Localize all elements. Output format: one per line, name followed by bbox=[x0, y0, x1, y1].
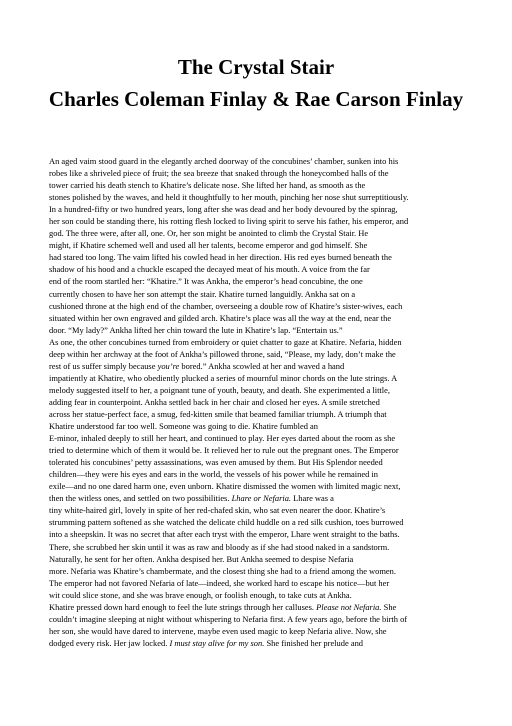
text-line: end of the room startled her: “Khatire.” It was Ankha, the emperor’s head concubine, the one bbox=[49, 276, 363, 287]
text-line: exile—and no one dared harm one, even unborn. Khatire dismissed the women with limited magic next, bbox=[49, 481, 401, 492]
text-line: As one, the other concubines turned from embroidery or quiet chatter to gaze at Khatire. Nefaria, hidden bbox=[49, 336, 402, 347]
text-line: shadow of his hood and a chuckle escaped the decayed meat of his mouth. A voice from the far bbox=[49, 264, 370, 275]
text-run: Khatire pressed down hard enough to feel the lute strings through her calluses. bbox=[49, 601, 317, 612]
text-line: door. “My lady?” Ankha lifted her chin toward the lute in Khatire’s lap. “Entertain us.” bbox=[49, 324, 343, 335]
text-run: bored.” Ankha scowled at her and waved a hand bbox=[179, 360, 345, 371]
italic-run: Lhare or Nefaria. bbox=[231, 493, 292, 504]
text-line: her son could be standing there, his rotting flesh locked to living spirit to serve his father, his emperor, and bbox=[49, 216, 409, 227]
text-line bbox=[49, 360, 479, 372]
text-run: rest of us suffer simply because bbox=[49, 360, 158, 371]
italic-run: Please not Nefaria. bbox=[316, 601, 382, 612]
text-line: tolerated his concubines’ petty assassinations, was even amused by them. But His Splendor needed bbox=[49, 457, 383, 468]
text-line: deep within her archway at the foot of Ankha’s pillowed throne, said, “Please, my lady, don’t make the bbox=[49, 348, 396, 359]
text-line: wit could slice stone, and she was brave enough, or foolish enough, to take cuts at Ankha. bbox=[49, 589, 352, 600]
text-line: children—they were his eyes and ears in the world, the vessels of his power while he remained in bbox=[49, 469, 378, 480]
text-line: There, she scrubbed her skin until it was as raw and bloody as if she had stood naked in a sandstorm. bbox=[49, 541, 390, 552]
text-line: impatiently at Khatire, who obediently plucked a series of mournful minor chords on the lute strings. A bbox=[49, 372, 398, 383]
text-line: cushioned throne at the high end of the chamber, overseeing a double row of Khatire’s sister-wives, each bbox=[49, 300, 403, 311]
text-line: An aged vaim stood guard in the elegantly arched doorway of the concubines’ chamber, sunken into his bbox=[49, 156, 399, 166]
text-line: adding fear in counterpoint. Ankha settled back in her chair and closed her eyes. A smile stretched bbox=[49, 396, 380, 407]
italic-run: you’re bbox=[157, 360, 180, 371]
document-title: The Crystal Stair bbox=[177, 55, 335, 79]
text-line: tower carried his death stench to Khatire’s delicate nose. She lifted her hand, as smooth as the bbox=[49, 180, 366, 191]
text-run: She bbox=[381, 601, 397, 612]
text-line: The emperor had not favored Nefaria of late—indeed, she worked hard to escape his notice—but her bbox=[49, 577, 390, 588]
italic-run: I must stay alive for my son. bbox=[169, 637, 265, 648]
text-line: E-minor, inhaled deeply to still her heart, and continued to play. Her eyes darted about the room as she bbox=[49, 433, 396, 444]
text-line bbox=[49, 601, 479, 613]
text-line: god. The three were, after all, one. Or, her son might be anointed to climb the Crystal Stair. He bbox=[49, 228, 369, 239]
text-line: tiny white-haired girl, lovely in spite of her red-chafed skin, who sat even nearer the door. Khatire’s bbox=[49, 505, 386, 516]
text-line: currently chosen to have her son attempt the stair. Khatire turned languidly. Ankha sat on a bbox=[49, 288, 356, 299]
story-body bbox=[49, 155, 479, 649]
text-line: couldn’t imagine sleeping at night without whispering to Nefaria first. A few years ago, before the birth of bbox=[49, 613, 408, 624]
text-line: might, if Khatire schemed well and used all her talents, become emperor and god himself. She bbox=[49, 240, 368, 251]
text-line bbox=[49, 637, 479, 649]
document-authors: Charles Coleman Finlay & Rae Carson Finlay bbox=[48, 87, 464, 111]
text-line: strumming pattern softened as she watched the delicate child huddle on a red silk cushion, toes burrowed bbox=[49, 517, 404, 528]
text-line: Khatire understood far too well. Someone was going to die. Khatire fumbled an bbox=[49, 421, 318, 432]
text-line: In a hundred-fifty or two hundred years, long after she was dead and her body devoured by the spinrag, bbox=[49, 204, 398, 215]
text-line bbox=[49, 492, 479, 504]
text-line: situated within her own engraved and gilded arch. Khatire’s place was all the way at the end, near the bbox=[49, 312, 392, 323]
text-line: her son, she would have dared to intervene, maybe even used magic to keep Nefaria alive. Now, she bbox=[49, 625, 387, 636]
text-line: stones polished by the waves, and held it thoughtfully to her mouth, pinching her nose shut surreptitiously. bbox=[49, 192, 409, 203]
text-line: Naturally, he sent for her often. Ankha despised her. But Ankha seemed to despise Nefaria bbox=[49, 553, 354, 564]
text-run: dodged every risk. Her jaw locked. bbox=[49, 637, 170, 648]
text-line: had stared too long. The vaim lifted his cowled head in her direction. His red eyes burned beneath the bbox=[49, 252, 392, 263]
text-run: then the witless ones, and settled on two possibilities. bbox=[49, 493, 232, 504]
text-line: tried to determine which of them it would be. It relieved her to rule out the pregnant ones. The Emperor bbox=[49, 445, 399, 456]
text-line: into a sheepskin. It was no secret that after each tryst with the emperor, Lhare went straight to the baths. bbox=[49, 529, 400, 540]
text-line: across her statue-perfect face, a smug, fed-kitten smile that beamed familiar triumph. A triumph that bbox=[49, 408, 387, 419]
text-run: Lhare was a bbox=[291, 493, 334, 504]
text-line: more. Nefaria was Khatire’s chambermate, and the closest thing she had to a friend among the women. bbox=[49, 565, 396, 576]
text-line: melody suggested itself to her, a poignant tune of youth, beauty, and death. She experimented a little, bbox=[49, 384, 390, 395]
text-run: She finished her prelude and bbox=[264, 637, 364, 648]
text-line: robes like a shriveled piece of fruit; the sea breeze that snaked through the honeycombed halls of the bbox=[49, 168, 389, 179]
